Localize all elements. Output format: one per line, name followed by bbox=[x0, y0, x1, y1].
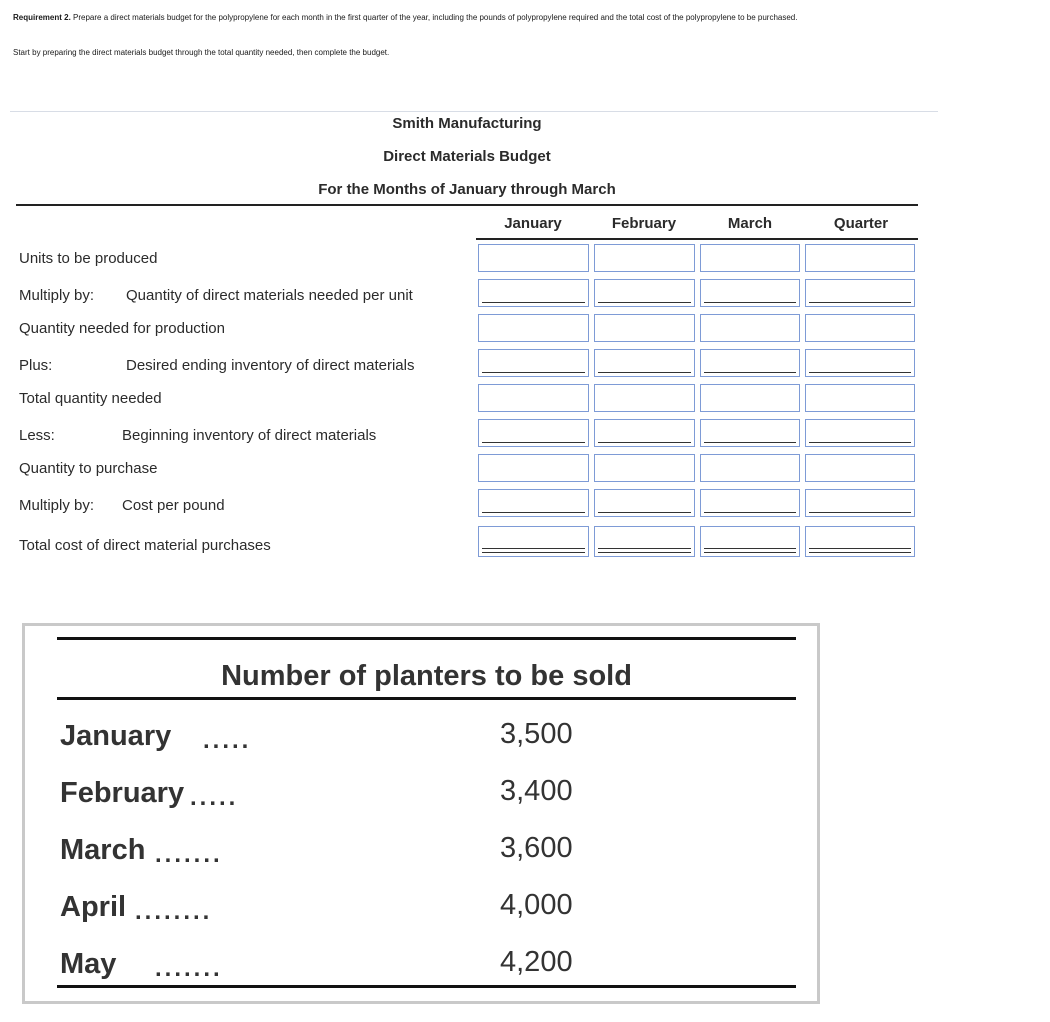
row-prefix: Plus: bbox=[19, 357, 53, 374]
input-ending-inventory-march[interactable] bbox=[700, 349, 800, 377]
row-label-qty-needed-production: Quantity needed for production bbox=[19, 320, 225, 337]
column-header-february: February bbox=[611, 215, 677, 232]
input-ending-inventory-february[interactable] bbox=[594, 349, 695, 377]
budget-title: Direct Materials Budget bbox=[383, 148, 551, 165]
planters-leader-dots: ........ bbox=[135, 898, 213, 925]
row-label-units-produced: Units to be produced bbox=[19, 250, 158, 267]
input-qty-per-unit-february[interactable] bbox=[594, 279, 695, 307]
row-prefix: Multiply by: bbox=[19, 497, 95, 514]
row-label-total-qty-needed: Total quantity needed bbox=[19, 390, 162, 407]
input-beginning-inventory-february[interactable] bbox=[594, 419, 695, 447]
input-beginning-inventory-january[interactable] bbox=[478, 419, 589, 447]
input-units-produced-january[interactable] bbox=[478, 244, 589, 272]
column-header-rule bbox=[476, 238, 918, 240]
company-name: Smith Manufacturing bbox=[392, 115, 542, 132]
input-qty-per-unit-march[interactable] bbox=[700, 279, 800, 307]
requirement-text bbox=[13, 12, 938, 23]
row-detail: Beginning inventory of direct materials bbox=[122, 427, 377, 444]
input-ending-inventory-january[interactable] bbox=[478, 349, 589, 377]
input-units-produced-march[interactable] bbox=[700, 244, 800, 272]
row-label-qty-per-unit bbox=[19, 287, 459, 307]
row-detail: Cost per pound bbox=[122, 497, 225, 514]
input-total-cost-january[interactable] bbox=[478, 526, 589, 557]
requirement-body: Prepare a direct materials budget for the polypropylene for each month in the first quarter of the year, including the pounds of polypropylene required and the total cost of the polypropylene to be purchased. bbox=[73, 13, 798, 22]
planters-month: January bbox=[60, 720, 172, 752]
input-total-qty-needed-january[interactable] bbox=[478, 384, 589, 412]
input-qty-needed-production-march[interactable] bbox=[700, 314, 800, 342]
row-label-total-cost: Total cost of direct material purchases bbox=[19, 537, 271, 554]
planters-value: 3,500 bbox=[500, 718, 573, 750]
planters-value: 4,200 bbox=[500, 946, 573, 978]
planters-month: April bbox=[60, 891, 127, 923]
input-qty-needed-production-february[interactable] bbox=[594, 314, 695, 342]
planters-value: 3,400 bbox=[500, 775, 573, 807]
input-ending-inventory-quarter[interactable] bbox=[805, 349, 915, 377]
planters-title: Number of planters to be sold bbox=[221, 660, 632, 692]
input-total-cost-february[interactable] bbox=[594, 526, 695, 557]
input-cost-per-pound-february[interactable] bbox=[594, 489, 695, 517]
planters-month: May bbox=[60, 948, 117, 980]
input-cost-per-pound-january[interactable] bbox=[478, 489, 589, 517]
row-detail: Desired ending inventory of direct materials bbox=[126, 357, 415, 374]
input-units-produced-february[interactable] bbox=[594, 244, 695, 272]
row-detail: Quantity of direct materials needed per unit bbox=[126, 287, 413, 304]
divider bbox=[10, 111, 938, 112]
input-beginning-inventory-quarter[interactable] bbox=[805, 419, 915, 447]
input-beginning-inventory-march[interactable] bbox=[700, 419, 800, 447]
planters-month: March bbox=[60, 834, 146, 866]
planters-leader-dots: ....... bbox=[155, 841, 223, 868]
row-label-cost-per-pound bbox=[19, 497, 459, 517]
planters-top-rule bbox=[57, 637, 796, 640]
input-qty-needed-production-quarter[interactable] bbox=[805, 314, 915, 342]
column-header-quarter: Quarter bbox=[833, 215, 889, 232]
row-label-beginning-inventory bbox=[19, 427, 459, 447]
input-qty-per-unit-quarter[interactable] bbox=[805, 279, 915, 307]
planters-leader-dots: ....... bbox=[155, 955, 223, 982]
input-total-qty-needed-february[interactable] bbox=[594, 384, 695, 412]
row-label-qty-to-purchase: Quantity to purchase bbox=[19, 460, 158, 477]
input-cost-per-pound-march[interactable] bbox=[700, 489, 800, 517]
input-total-qty-needed-quarter[interactable] bbox=[805, 384, 915, 412]
input-qty-to-purchase-february[interactable] bbox=[594, 454, 695, 482]
row-prefix: Less: bbox=[19, 427, 55, 444]
budget-period: For the Months of January through March bbox=[318, 181, 616, 198]
instruction-text: Start by preparing the direct materials budget through the total quantity needed, then complete the budget. bbox=[13, 48, 390, 57]
planters-leader-dots: ..... bbox=[203, 727, 252, 754]
planters-value: 3,600 bbox=[500, 832, 573, 864]
column-header-january: January bbox=[504, 215, 562, 232]
row-prefix: Multiply by: bbox=[19, 287, 95, 304]
input-qty-per-unit-january[interactable] bbox=[478, 279, 589, 307]
input-total-qty-needed-march[interactable] bbox=[700, 384, 800, 412]
input-units-produced-quarter[interactable] bbox=[805, 244, 915, 272]
planters-month: February bbox=[60, 777, 185, 809]
row-label-ending-inventory bbox=[19, 357, 459, 377]
requirement-label: Requirement 2. bbox=[13, 13, 71, 22]
planters-bottom-rule bbox=[57, 985, 796, 988]
input-qty-to-purchase-march[interactable] bbox=[700, 454, 800, 482]
planters-value: 4,000 bbox=[500, 889, 573, 921]
input-total-cost-quarter[interactable] bbox=[805, 526, 915, 557]
input-qty-to-purchase-january[interactable] bbox=[478, 454, 589, 482]
input-qty-needed-production-january[interactable] bbox=[478, 314, 589, 342]
column-header-march: March bbox=[727, 215, 773, 232]
planters-leader-dots: ..... bbox=[190, 784, 239, 811]
input-cost-per-pound-quarter[interactable] bbox=[805, 489, 915, 517]
planters-header-rule bbox=[57, 697, 796, 700]
input-total-cost-march[interactable] bbox=[700, 526, 800, 557]
header-rule bbox=[16, 204, 918, 206]
input-qty-to-purchase-quarter[interactable] bbox=[805, 454, 915, 482]
